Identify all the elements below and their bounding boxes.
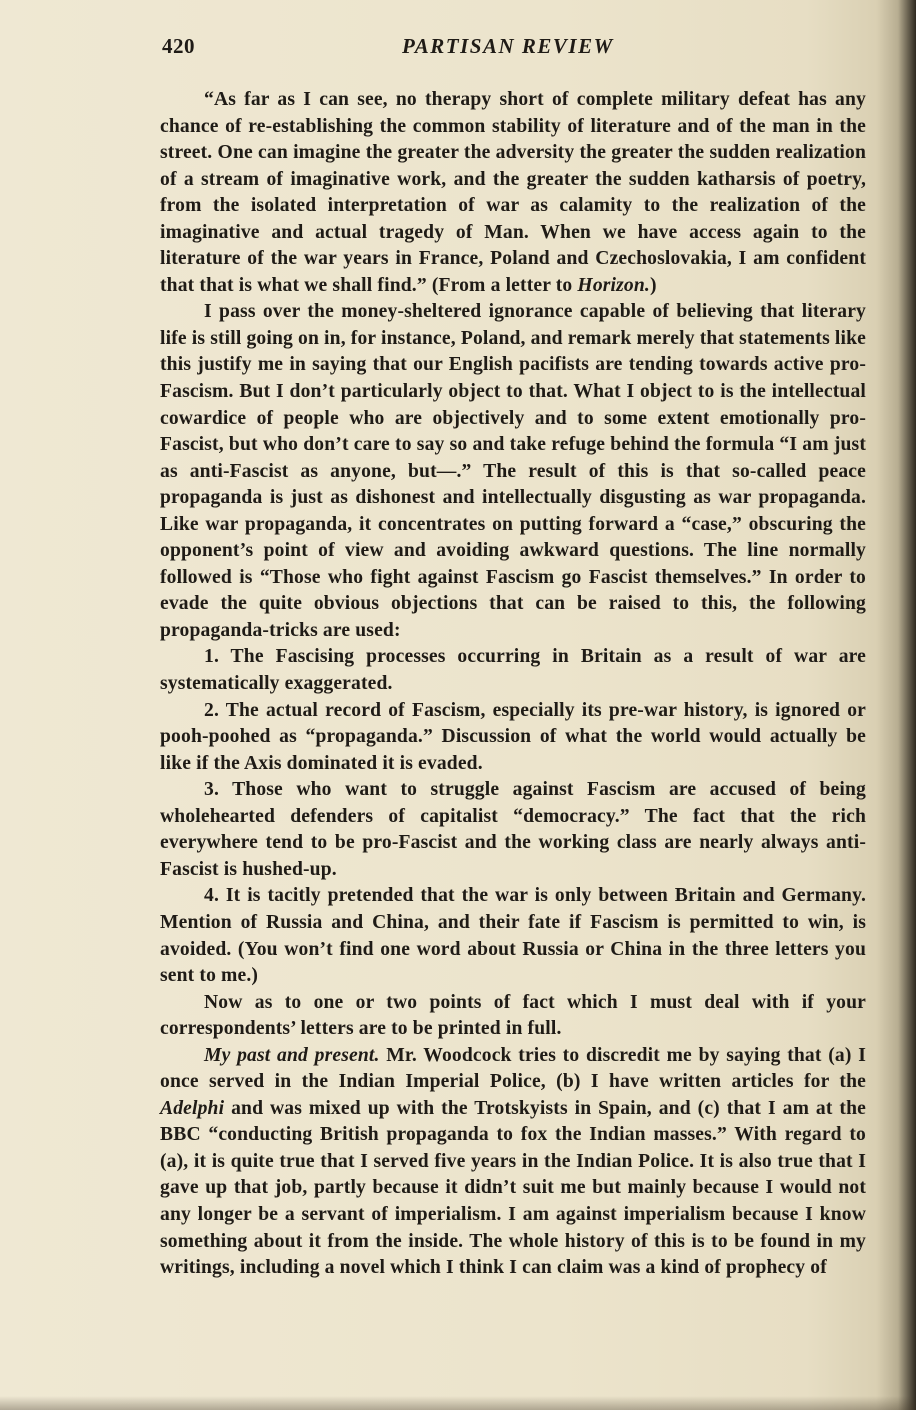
paragraph-text: “As far as I can see, no therapy short of complete military defeat has any chance of re-establishing the common stability of literature and of the man in the street. One can imagine the greater the adversity the greater the sudden realization of a stream of imaginative work, and the greater the sudden katharsis of poetry, from the isolated interpretation of war as calamity to the realization of the imaginative and actual tragedy of Man. When we have access again to the literature of the war years in France, Poland and Czechoslovakia, I am confident that that is what we shall find.” (From a letter to — [160, 89, 866, 296]
paragraph-text: 2. The actual record of Fascism, especially its pre-war history, is ignored or pooh-poohed as “propaganda.” Discussion of what the world would actually be like if the Axis dominated it is evaded. — [160, 699, 866, 774]
italic-title: Adelphi — [160, 1097, 225, 1119]
page-header — [162, 34, 864, 62]
list-item-2 — [160, 698, 866, 778]
bottom-edge-shadow — [0, 1396, 916, 1410]
paragraph-text: Now as to one or two points of fact which I must deal with if your correspondents’ letters are to be printed in full. — [160, 991, 866, 1040]
list-item-3 — [160, 777, 866, 883]
list-item-1 — [160, 644, 866, 697]
italic-title: Horizon. — [577, 274, 650, 296]
paragraph-argument — [160, 299, 866, 644]
paragraph-quote — [160, 87, 866, 299]
paragraph-text: 1. The Fascising processes occurring in Britain as a result of war are systematically exaggerated. — [160, 646, 866, 695]
paragraph-text: Mr. Woodcock tries to discredit me by saying that (a) I once served in the Indian Imperial Police, (b) I have written articles for the — [160, 1044, 866, 1093]
list-item-4 — [160, 883, 866, 989]
paragraph-text: 3. Those who want to struggle against Fascism are accused of being wholehearted defenders of capitalist “democracy.” The fact that the rich everywhere tend to be pro-Fascist and the working class are nearly always anti-Fascist is hushed-up. — [160, 779, 866, 880]
paragraph-my-past — [160, 1043, 866, 1282]
running-head: PARTISAN REVIEW — [402, 34, 614, 58]
page-number: 420 — [162, 34, 195, 58]
paragraph-tail: and was mixed up with the Trotskyists in Spain, and (c) that I am at the BBC “conducting British propaganda to fox the Indian masses.” With regard to (a), it is quite true that I served five years in the Indian Police. It is also true that I gave up that job, partly because it didn’t suit me but mainly because I would not any longer be a servant of imperialism. I am against imperialism because I know something about it from the inside. The whole history of this is to be found in my writings, including a novel which I think I can claim was a kind of prophecy of — [160, 1097, 866, 1279]
paragraph-text: I pass over the money-sheltered ignorance capable of believing that literary life is still going on in, for instance, Poland, and remark merely that statements like this justify me in saying that our English pacifists are tending towards active pro-Fascism. But I don’t particularly object to that. What I object to is the intellectual cowardice of people who are objectively and to some extent emotionally pro-Fascist, but who don’t care to say so and take refuge behind the formula “I am just as anti-Fascist as anyone, but—.” The result of this is that so-called peace propaganda is just as dishonest and intellectually disgusting as war propaganda. Like war propaganda, it concentrates on putting forward a “case,” obscuring the opponent’s point of view and avoiding awkward questions. The line normally followed is “Those who fight against Fascism go Fascist themselves.” In order to evade the quite obvious objections that can be raised to this, the following propaganda-tricks are used: — [160, 301, 866, 641]
paragraph-tail: ) — [649, 274, 657, 296]
paragraph-text: 4. It is tacitly pretended that the war is only between Britain and Germany. Mention of Russia and China, and their fate if Fascism is permitted to win, is avoided. (You won’t find one word about Russia or China in the three letters you sent to me.) — [160, 885, 866, 987]
paragraph-points-of-fact — [160, 990, 866, 1043]
binding-shadow — [876, 0, 916, 1410]
article-body — [160, 87, 866, 1282]
section-lead-italic: My past and present. — [204, 1044, 380, 1066]
